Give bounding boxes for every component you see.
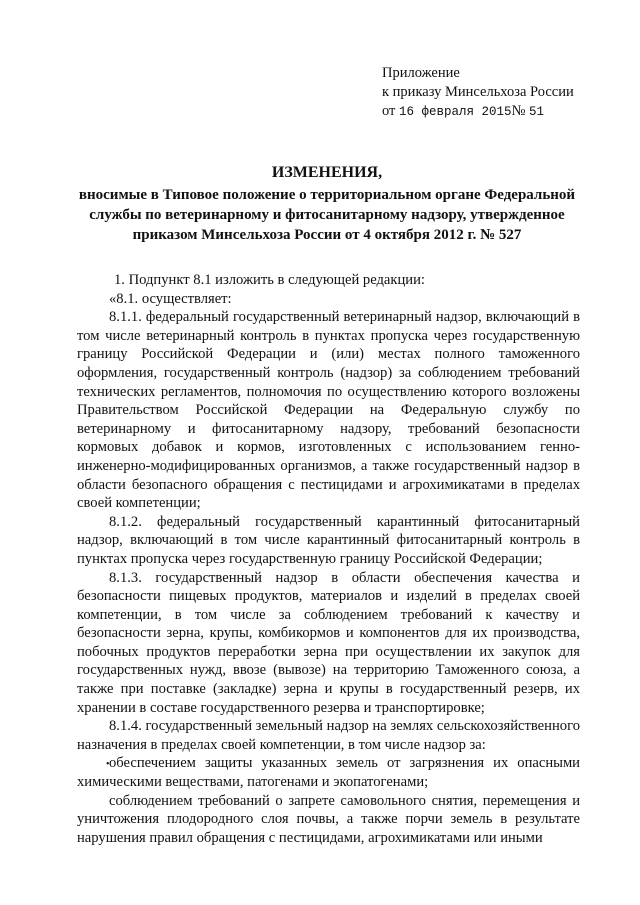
paragraph-1: 1. Подпункт 8.1 изложить в следующей редакции: — [114, 272, 425, 288]
title-heading: ИЗМЕНЕНИЯ, — [271, 164, 383, 181]
paragraph-6: 8.1.4. государственный земельный надзор на землях сельскохозяйственного назначения в пределах своей компетенции, в том числе надзор за: — [77, 718, 580, 753]
paragraph-5: 8.1.3. государственный надзор в области обеспечения качества и безопасности пищевых продуктов, материалов и изделий в пределах своей компетенции, в том числе за соблюдением требований к качеству и безопасности зерна, крупы, комбикормов и компонентов для их производства, побочных продуктов переработки зерна при осуществлении их закупок для государственных нужд, ввозе (вывозе) на территорию Таможенного союза, а также при поставке (закладке) зерна и крупы в государственный резерв, их хранении в составе государственного резерва и транспортировке; — [77, 569, 580, 716]
paragraph-2: «8.1. осуществляет: — [109, 290, 232, 307]
document-body — [77, 271, 580, 847]
annex-header — [382, 64, 574, 122]
annex-date-prefix: от — [382, 103, 396, 119]
annex-line-1: Приложение — [382, 65, 460, 81]
annex-line-2: к приказу Минсельхоза России — [382, 84, 574, 100]
annex-line-3 — [382, 102, 574, 122]
annex-number-label: № — [511, 103, 526, 119]
paragraph-7-text: обеспечением защиты указанных земель от загрязнения их опасными химическими веществами, патогенами и экопатогенами; — [77, 755, 580, 791]
paragraph-4: 8.1.2. федеральный государственный карантинный фитосанитарный надзор, включающий в том числе карантинный фитосанитарный контроль в пунктах пропуска через государственную границу Российской Федерации; — [77, 513, 580, 567]
title-subheading: вносимые в Типовое положение о территориальном органе Федеральной службы по ветеринарному и фитосанитарному надзору, утвержденное приказом Минсельхоза России от 4 октября 2012 г. № 527 — [78, 187, 576, 243]
document-title — [70, 163, 584, 245]
paragraph-3: 8.1.1. федеральный государственный ветеринарный надзор, включающий в том числе ветеринарный контроль в пунктах пропуска через государственную границу Российской Федерации и (или) местах полного таможенного оформления, государственный контроль (надзор) за соблюдением требований технических регламентов, полномочия по осуществлению которого возложены Правительством Российской Федерации на Федеральную службу по ветеринарному и фитосанитарному надзору, требований безопасности кормовых добавок и кормов, изготовленных с использованием генно-инженерно-модифицированных организмов, а также государственный надзор в области безопасного обращения с пестицидами и агрохимикатами в пределах своей компетенции; — [77, 309, 580, 512]
annex-number: 51 — [529, 105, 545, 119]
paragraph-7 — [77, 754, 580, 791]
annex-date: 16 февраля 2015 — [399, 105, 512, 119]
paragraph-8: соблюдением требований о запрете самовольного снятия, перемещения и уничтожения плодородного слоя почвы, а также порчи земель в результате нарушения правил обращения с пестицидами, агрохимикатами или иными — [77, 792, 580, 846]
dot-mark-icon: • — [106, 759, 110, 771]
